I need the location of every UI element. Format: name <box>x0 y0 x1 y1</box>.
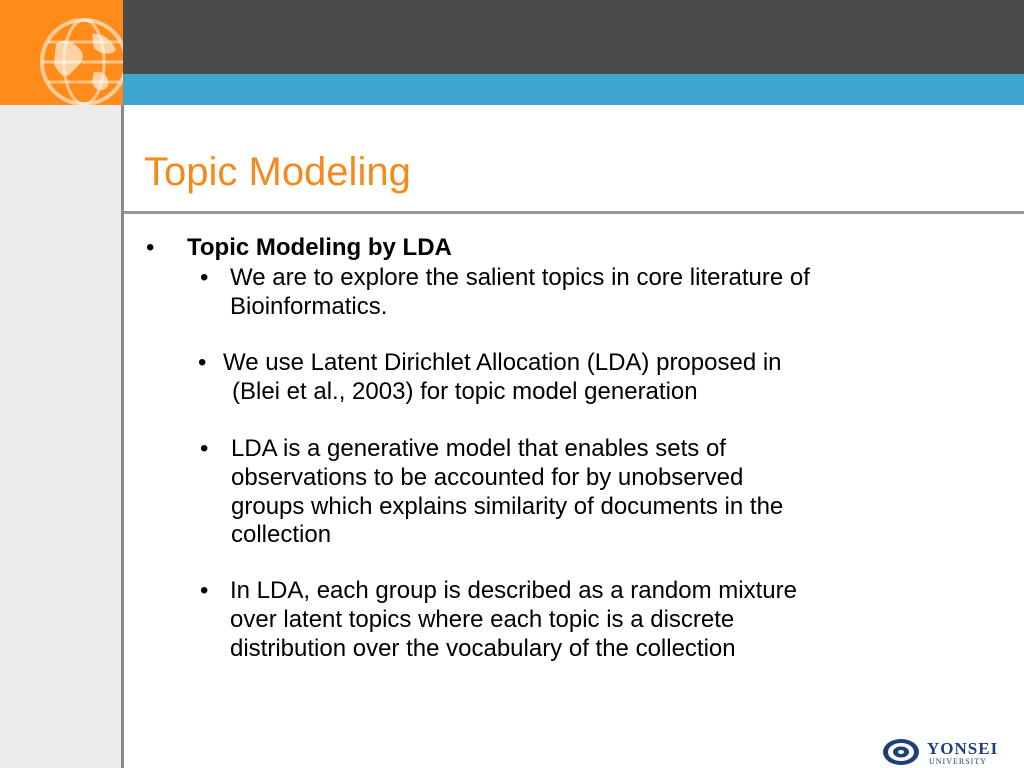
sub-bullet: • <box>198 349 207 376</box>
paragraph-line: collection <box>231 521 332 548</box>
heading-bullet: • <box>146 234 155 261</box>
left-divider <box>121 105 124 768</box>
slide-title: Topic Modeling <box>144 150 411 194</box>
left-sidebar-column <box>0 105 121 768</box>
paragraph-line: LDA is a generative model that enables sets of <box>231 435 726 462</box>
bullet-heading: Topic Modeling by LDA <box>187 234 452 261</box>
header-orange-block <box>0 0 123 105</box>
paragraph-line: In LDA, each group is described as a random mixture <box>230 577 797 604</box>
university-seal-icon <box>881 737 921 767</box>
paragraph-line: Bioinformatics. <box>230 293 388 320</box>
logo-subtext: UNIVERSITY <box>929 757 987 766</box>
header-blue-band <box>123 74 1024 105</box>
paragraph-line: groups which explains similarity of documents in the <box>231 493 784 520</box>
paragraph-line: observations to be accounted for by unobserved <box>231 464 744 491</box>
university-logo <box>879 735 1019 768</box>
globe-icon <box>36 14 123 105</box>
paragraph-line: over latent topics where each topic is a discrete <box>230 606 735 633</box>
paragraph-line: (Blei et al., 2003) for topic model generation <box>232 378 698 405</box>
title-divider <box>124 211 1024 214</box>
header-dark-band <box>123 0 1024 74</box>
sub-bullet: • <box>200 435 209 462</box>
paragraph-line: We are to explore the salient topics in core literature of <box>230 264 810 291</box>
sub-bullet: • <box>200 577 209 604</box>
paragraph-line: We use Latent Dirichlet Allocation (LDA) proposed in <box>223 349 782 376</box>
sub-bullet: • <box>200 264 209 291</box>
paragraph-line: distribution over the vocabulary of the collection <box>230 635 736 662</box>
logo-wordmark: YONSEI <box>927 739 999 758</box>
